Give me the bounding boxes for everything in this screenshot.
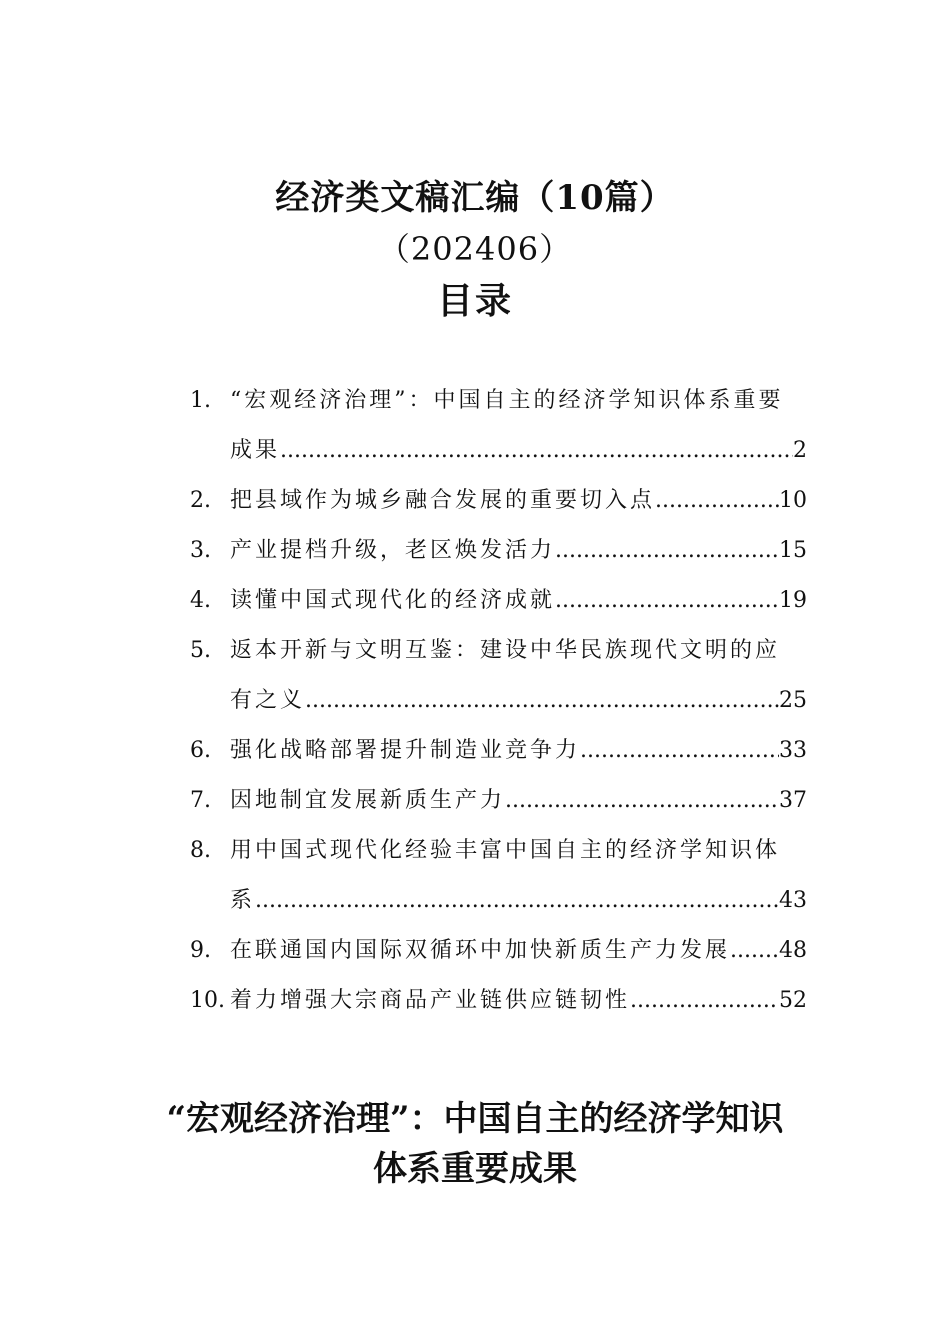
toc-page-number: 2 [793,438,807,463]
article-heading-line-1: “宏观经济治理”：中国自主的经济学知识 [166,1099,784,1139]
toc-entry-2[interactable] [190,476,807,526]
toc-entry-title: “宏观经济治理”：中国自主的经济学知识体系重要 [230,388,784,413]
toc-entry-number: 5. [190,638,211,663]
toc-dot-leader [505,776,779,826]
toc-page-number: 43 [779,888,807,913]
document-title: 经济类文稿汇编（10篇） [275,178,675,218]
toc-page-number: 48 [779,938,807,963]
toc-entry-title-continued: 成果 [230,438,281,463]
toc-page-number: 10 [779,488,807,513]
toc-page-number: 25 [779,688,807,713]
article-heading [0,1094,950,1194]
toc-dot-leader [630,976,779,1026]
toc-entry-number: 9. [190,938,211,963]
table-of-contents [190,376,807,1026]
toc-page-number: 37 [779,788,807,813]
article-heading-line-2: 体系重要成果 [373,1149,577,1189]
toc-entry-title: 产业提档升级，老区焕发活力 [230,538,556,563]
toc-entry-number: 4. [190,588,211,613]
toc-entry-number: 1. [190,388,211,413]
toc-entry-number: 10. [190,988,225,1013]
toc-entry-1[interactable] [190,376,807,476]
toc-page-number: 33 [779,738,807,763]
toc-entry-title: 因地制宜发展新质生产力 [230,788,506,813]
toc-entry-title: 用中国式现代化经验丰富中国自主的经济学知识体 [230,838,781,863]
toc-entry-title-continued: 有之义 [230,688,306,713]
toc-dot-leader [305,676,779,726]
toc-page-number: 15 [779,538,807,563]
toc-page-number: 19 [779,588,807,613]
toc-entry-title: 返本开新与文明互鉴：建设中华民族现代文明的应 [230,638,781,663]
toc-entry-number: 3. [190,538,211,563]
toc-entry-6[interactable] [190,726,807,776]
toc-entry-title: 读懂中国式现代化的经济成就 [230,588,556,613]
toc-entry-10[interactable] [190,976,807,1026]
toc-dot-leader [555,526,779,576]
toc-entry-number: 8. [190,838,211,863]
toc-entry-7[interactable] [190,776,807,826]
toc-entry-title-continued: 系 [230,888,256,913]
toc-entry-number: 7. [190,788,211,813]
toc-entry-9[interactable] [190,926,807,976]
toc-dot-leader [580,726,779,776]
toc-entry-8[interactable] [190,826,807,926]
toc-entry-title: 把县域作为城乡融合发展的重要切入点 [230,488,656,513]
toc-entry-title: 在联通国内国际双循环中加快新质生产力发展 [230,938,731,963]
toc-entry-number: 2. [190,488,211,513]
toc-heading: 目录 [436,280,513,322]
toc-entry-title: 着力增强大宗商品产业链供应链韧性 [230,988,631,1013]
toc-entry-title: 强化战略部署提升制造业竞争力 [230,738,581,763]
toc-page-number: 52 [779,988,807,1013]
document-header [0,172,950,328]
toc-entry-4[interactable] [190,576,807,626]
toc-dot-leader [730,926,779,976]
toc-entry-3[interactable] [190,526,807,576]
toc-entry-number: 6. [190,738,211,763]
toc-dot-leader [280,426,793,476]
toc-entry-5[interactable] [190,626,807,726]
toc-dot-leader [655,476,779,526]
document-date: （202406） [377,230,573,268]
toc-dot-leader [555,576,779,626]
toc-dot-leader [255,876,779,926]
